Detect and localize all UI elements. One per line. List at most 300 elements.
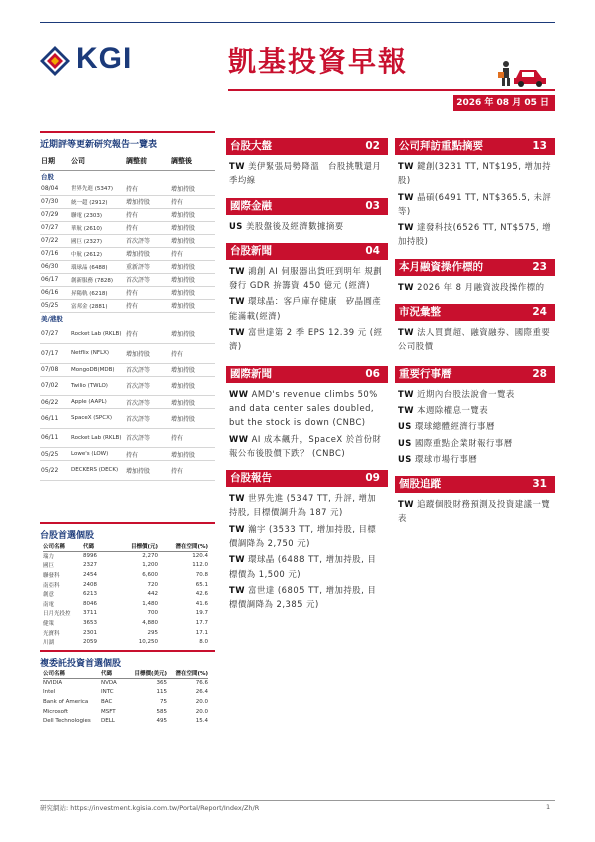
table-cell: 4,880 xyxy=(142,619,158,626)
news-item[interactable] xyxy=(229,294,385,323)
table-cell: DELL xyxy=(101,718,115,725)
section-title: 國際金融 xyxy=(230,199,272,212)
table-cell: 增加持股 xyxy=(170,299,215,312)
section-title: 台股報告 xyxy=(230,472,272,485)
table-cell: 2301 xyxy=(83,629,97,636)
car-icon xyxy=(498,58,550,88)
table-cell: 持有 xyxy=(170,247,215,260)
news-text: AI 成本飆升，SpaceX 於首份財報公布後股價下跌？ (CNBC) xyxy=(229,433,382,458)
section-title: 本月融資操作標的 xyxy=(399,260,483,273)
research-website-link[interactable]: 研究網站: https://investment.kgisia.com.tw/Portal/Report/Index/Zh/R xyxy=(40,804,260,812)
table-cell: 2,270 xyxy=(142,553,158,560)
table-cell: Lowe's (LOW) xyxy=(70,448,125,461)
section-title: 個股追蹤 xyxy=(399,478,441,491)
table-cell: 41.6 xyxy=(195,600,208,607)
table-cell: 南亞科 xyxy=(43,582,60,589)
table-cell: Rocket Lab (RKLB) xyxy=(70,428,125,448)
table-cell: MSFT xyxy=(101,708,116,715)
table-cell: 17.1 xyxy=(195,629,208,636)
market-tag: TW xyxy=(398,327,414,338)
market-tag: TW xyxy=(229,554,245,565)
section-page: 06 xyxy=(365,367,380,380)
news-item[interactable] xyxy=(398,497,552,526)
table-cell: 07/29 xyxy=(40,208,70,221)
table-cell: 增加持股 xyxy=(170,409,215,429)
table-cell: 首次評等 xyxy=(125,396,170,409)
news-item[interactable] xyxy=(398,419,552,433)
news-section xyxy=(226,198,388,233)
table-row xyxy=(40,195,215,208)
table-cell: 20.0 xyxy=(195,708,208,715)
table-cell: 17.7 xyxy=(195,619,208,626)
tw-picks-table xyxy=(43,541,208,647)
market-tag: TW xyxy=(398,499,414,510)
table-row xyxy=(40,409,215,429)
col-header: 公司名稱 xyxy=(43,668,101,678)
table-cell: 日月光投控 xyxy=(43,611,71,618)
table-cell: 增加持股 xyxy=(170,234,215,247)
market-tag: TW xyxy=(229,327,245,338)
news-text: 環球總體經濟行事曆 xyxy=(415,421,495,432)
table-cell: NVDA xyxy=(101,680,117,687)
news-text: 本週除權息一覽表 xyxy=(417,404,489,415)
market-tag: TW xyxy=(398,161,414,171)
table-cell: 增加持股 xyxy=(170,376,215,396)
col-header: 目標價(美元) xyxy=(129,668,167,678)
table-cell: 首次評等 xyxy=(125,409,170,429)
table-cell: 增加持股 xyxy=(170,286,215,299)
section-items xyxy=(395,276,555,294)
table-cell: 健策 xyxy=(43,620,55,627)
news-text: 法人買賣超、融資融券、國際重要公司股價 xyxy=(398,327,551,352)
news-text: 環球晶：客戶庫存健康 矽晶圓產能滿載(經濟) xyxy=(229,296,382,321)
news-text: 富世達 (6805 TT, 增加持股, 目標價調降為 2,385 元) xyxy=(229,584,377,610)
col-header: 調整後 xyxy=(170,152,215,170)
table-cell: 創意 xyxy=(43,592,55,599)
news-text: AMD's revenue climbs 50% and data center sales doubled, but the stock is down (CNBC) xyxy=(229,388,378,428)
table-cell: 76.6 xyxy=(195,680,208,687)
table-cell: 南電 xyxy=(43,601,55,608)
section-items xyxy=(226,487,388,611)
table-cell: 增加持股 xyxy=(170,221,215,234)
table-cell: Twilio (TWLO) xyxy=(70,376,125,396)
kgi-logo-icon xyxy=(40,46,70,76)
table-row xyxy=(43,678,208,688)
market-tag: US xyxy=(398,421,412,432)
table-cell: 112.0 xyxy=(192,562,208,569)
table-cell: 2059 xyxy=(83,639,97,646)
table-row xyxy=(43,618,208,628)
table-row xyxy=(40,324,215,344)
table-row xyxy=(40,461,215,481)
table-cell: Microsoft xyxy=(43,708,69,715)
table-cell: 持有 xyxy=(125,208,170,221)
table-cell: 持有 xyxy=(170,428,215,448)
market-tag: WW xyxy=(229,433,249,444)
news-section xyxy=(395,259,555,294)
table-cell: 295 xyxy=(147,629,158,636)
news-item[interactable] xyxy=(229,159,385,188)
section-items xyxy=(395,383,555,466)
table-row xyxy=(40,428,215,448)
sub-picks-table xyxy=(43,668,208,726)
table-cell: 增加持股 xyxy=(125,195,170,208)
table-group-row xyxy=(40,312,215,324)
table-cell: 06/11 xyxy=(40,409,70,429)
sub-picks-title: 複委託投資首選個股 xyxy=(40,659,122,669)
table-cell: 持有 xyxy=(125,286,170,299)
section-title: 台股新聞 xyxy=(230,244,272,257)
table-cell: 持有 xyxy=(125,221,170,234)
section-page: 13 xyxy=(532,140,547,152)
section-header[interactable] xyxy=(226,243,388,260)
section-header[interactable] xyxy=(395,138,555,155)
table-row xyxy=(43,580,208,590)
table-cell: Intel xyxy=(43,689,56,696)
col-header: 潛在空間(%) xyxy=(167,668,208,678)
market-tag: TW xyxy=(229,296,245,307)
table-cell: 8996 xyxy=(83,553,97,560)
news-text: 追蹤個股財務預測及投資建議一覽表 xyxy=(398,499,551,524)
table-cell: 19.7 xyxy=(195,610,208,617)
table-row xyxy=(40,260,215,273)
table-cell: 重新評等 xyxy=(125,260,170,273)
table-cell: 06/22 xyxy=(40,396,70,409)
table-cell: 8046 xyxy=(83,600,97,607)
table-cell: 42.6 xyxy=(195,591,208,598)
col-header: 公司 xyxy=(70,152,125,170)
news-section xyxy=(395,476,555,526)
table-row xyxy=(40,299,215,312)
table-row xyxy=(43,551,208,561)
news-section xyxy=(226,138,388,188)
table-cell: 增加持股 xyxy=(125,344,170,364)
news-section xyxy=(395,138,555,249)
table-cell: 10,250 xyxy=(138,639,158,646)
table-cell: 首次評等 xyxy=(125,363,170,376)
market-tag: WW xyxy=(229,388,249,399)
table-cell: 05/25 xyxy=(40,448,70,461)
table-cell: Netflix (NFLX) xyxy=(70,344,125,364)
section-header[interactable] xyxy=(395,304,555,321)
col-header: 調整前 xyxy=(125,152,170,170)
section-page: 31 xyxy=(532,478,547,491)
news-text: 環球市場行事曆 xyxy=(415,453,478,464)
market-tag: TW xyxy=(398,281,414,292)
right-news-column xyxy=(395,138,555,534)
table-cell: 首次評等 xyxy=(125,376,170,396)
news-text: 世界先進 (5347 TT, 升評, 增加持股, 目標價調升為 187 元) xyxy=(229,493,377,518)
table-cell: 聯發科 xyxy=(43,572,60,579)
table-row xyxy=(43,609,208,619)
title-rule xyxy=(228,89,555,91)
market-tag: TW xyxy=(229,161,245,171)
table-cell: 442 xyxy=(147,591,158,598)
table-row xyxy=(43,697,208,707)
table-cell: 國巨 (2327) xyxy=(70,234,125,247)
news-item[interactable] xyxy=(229,264,385,293)
news-item[interactable] xyxy=(398,220,552,249)
table-row xyxy=(43,599,208,609)
table-cell: 首次評等 xyxy=(125,234,170,247)
section-title: 公司拜訪重點摘要 xyxy=(399,140,483,152)
table-cell: 75 xyxy=(160,698,167,705)
market-tag: US xyxy=(398,453,412,464)
table-cell: 07/22 xyxy=(40,234,70,247)
table-cell: 華航 (2610) xyxy=(70,221,125,234)
table-cell: Bank of America xyxy=(43,698,89,705)
news-item[interactable] xyxy=(398,325,552,354)
table-cell: 增加持股 xyxy=(170,396,215,409)
news-item[interactable] xyxy=(229,387,385,430)
col-header: 代碼 xyxy=(83,541,113,551)
table-row xyxy=(40,221,215,234)
table-cell: 國巨 xyxy=(43,563,55,570)
rating-table xyxy=(40,152,215,481)
rating-table-title: 近期評等更新研究報告一覽表 xyxy=(40,140,158,150)
table-cell: SpaceX (SPCX) xyxy=(70,409,125,429)
table-cell: 05/25 xyxy=(40,299,70,312)
col-header: 潛在空間(%) xyxy=(158,541,208,551)
news-section xyxy=(395,304,555,354)
table-cell: 聯電 (2303) xyxy=(70,208,125,221)
table-cell: 720 xyxy=(147,581,158,588)
news-item[interactable] xyxy=(229,491,385,520)
table-cell: 持有 xyxy=(170,344,215,364)
table-cell: 富邦金 (2881) xyxy=(70,299,125,312)
news-section xyxy=(226,366,388,460)
table-cell: 2454 xyxy=(83,571,97,578)
market-tag: TW xyxy=(398,404,414,415)
section-header[interactable] xyxy=(395,476,555,493)
table-cell: 20.0 xyxy=(195,698,208,705)
table-group-row xyxy=(40,170,215,182)
table-cell: 07/02 xyxy=(40,376,70,396)
news-text: 瀚宇 (3533 TT, 增加持股, 目標價調降為 2,750 元) xyxy=(229,523,377,549)
table-row xyxy=(43,637,208,647)
table-cell: 08/04 xyxy=(40,182,70,195)
table-cell: 6,600 xyxy=(142,571,158,578)
section-header[interactable] xyxy=(395,366,555,383)
footer-rule xyxy=(40,800,555,801)
table-cell: 06/30 xyxy=(40,260,70,273)
table-cell: Apple (AAPL) xyxy=(70,396,125,409)
table-cell: 首次評等 xyxy=(125,428,170,448)
section-title: 國際新聞 xyxy=(230,367,272,380)
table-cell: 06/11 xyxy=(40,428,70,448)
table-row xyxy=(43,707,208,717)
table-cell: 700 xyxy=(147,610,158,617)
table-cell: 3711 xyxy=(83,610,97,617)
table-cell: 持有 xyxy=(170,461,215,481)
table-cell: 增加持股 xyxy=(170,182,215,195)
section-page: 03 xyxy=(365,199,380,212)
table-row xyxy=(40,396,215,409)
table-cell: 07/16 xyxy=(40,247,70,260)
news-text: 環球晶 (6488 TT, 增加持股, 目標價為 1,500 元) xyxy=(229,554,377,579)
table-cell: 06/16 xyxy=(40,286,70,299)
table-row xyxy=(40,208,215,221)
section-title: 市況彙整 xyxy=(399,306,441,319)
news-section xyxy=(226,470,388,611)
table-cell: 統一超 (2912) xyxy=(70,195,125,208)
col-header: 代碼 xyxy=(101,668,129,678)
table-row xyxy=(43,589,208,599)
top-rule xyxy=(40,22,555,23)
table-cell: 增加持股 xyxy=(125,247,170,260)
table-cell: 持有 xyxy=(170,195,215,208)
news-section xyxy=(226,243,388,354)
table-cell: 07/08 xyxy=(40,363,70,376)
news-text: 美股盤後及經濟數據摘要 xyxy=(246,220,344,231)
table-cell: 1,200 xyxy=(142,562,158,569)
news-item[interactable] xyxy=(229,219,385,233)
table-row xyxy=(40,182,215,195)
news-text: 2026 年 8 月融資波段操作標的 xyxy=(417,281,545,292)
table-cell: 2408 xyxy=(83,581,97,588)
news-item[interactable] xyxy=(229,583,385,612)
news-text: 近期內台股法說會一覽表 xyxy=(417,388,515,399)
table-cell: 世界先進 (5347) xyxy=(70,182,125,195)
section-items xyxy=(226,215,388,233)
col-header: 日期 xyxy=(40,152,70,170)
news-text: 富世達第 2 季 EPS 12.39 元 (經濟) xyxy=(229,327,383,352)
news-item[interactable] xyxy=(398,159,552,188)
table-cell: NVIDIA xyxy=(43,680,63,687)
table-row xyxy=(43,716,208,726)
group-label: 台股 xyxy=(41,172,54,181)
news-text: 鴻創 AI 伺服器出貨旺到明年 規劃發行 GDR 拚籌資 450 億元 (經濟) xyxy=(229,265,383,291)
table-cell: BAC xyxy=(101,698,113,705)
table-cell: 川湖 xyxy=(43,640,55,647)
section-page: 02 xyxy=(365,140,380,152)
section-items xyxy=(395,155,555,249)
news-text: 達發科技(6526 TT, NT$575, 增加持股) xyxy=(398,222,552,247)
table-cell: Dell Technologies xyxy=(43,718,91,725)
table-cell: 120.4 xyxy=(192,553,208,560)
news-item[interactable] xyxy=(398,387,552,401)
section-header[interactable] xyxy=(395,259,555,276)
col-header: 公司名稱 xyxy=(43,541,83,551)
table-cell: 05/22 xyxy=(40,461,70,481)
section-page: 09 xyxy=(365,472,380,485)
table-cell: 增加持股 xyxy=(170,273,215,286)
table-cell: 115 xyxy=(156,689,167,696)
section-items xyxy=(226,155,388,188)
table-cell: Rocket Lab (RKLB) xyxy=(70,324,125,344)
table-cell: 15.4 xyxy=(195,718,208,725)
news-item[interactable] xyxy=(398,403,552,417)
news-text: 晶碩(6491 TT, NT$365.5, 未評等) xyxy=(398,191,552,216)
market-tag: US xyxy=(229,220,243,231)
table-cell: 持有 xyxy=(125,324,170,344)
table-row xyxy=(40,273,215,286)
news-item[interactable] xyxy=(398,190,552,219)
news-item[interactable] xyxy=(229,325,385,354)
col-header: 目標價(元) xyxy=(113,541,158,551)
market-tag: TW xyxy=(398,191,414,202)
table-cell: 06/17 xyxy=(40,273,70,286)
table-cell: 07/27 xyxy=(40,221,70,234)
section-page: 28 xyxy=(532,367,547,380)
section-header[interactable] xyxy=(226,138,388,155)
table-cell: 增加持股 xyxy=(170,363,215,376)
section-header[interactable] xyxy=(226,198,388,215)
section-page: 04 xyxy=(365,244,380,257)
section-title: 台股大盤 xyxy=(230,140,272,152)
table-row xyxy=(40,448,215,461)
section-header[interactable] xyxy=(226,470,388,487)
table-row xyxy=(43,628,208,638)
table-cell: MongoDB(MDB) xyxy=(70,363,125,376)
table-cell: 495 xyxy=(156,718,167,725)
news-text: 鍵創(3231 TT, NT$195, 增加持股) xyxy=(398,161,552,186)
table-cell: 增加持股 xyxy=(170,448,215,461)
table-cell: 中航 (2612) xyxy=(70,247,125,260)
section-title: 重要行事曆 xyxy=(399,367,452,380)
market-tag: TW xyxy=(229,584,245,595)
news-text: 國際重點企業財報行事曆 xyxy=(415,437,513,448)
table-cell: 6213 xyxy=(83,591,97,598)
news-text: 美伊緊張局勢降溫 台股挑戰還月季均線 xyxy=(229,161,382,186)
table-cell: INTC xyxy=(101,689,114,696)
table-row xyxy=(40,234,215,247)
table-cell: 1,480 xyxy=(142,600,158,607)
market-tag: US xyxy=(398,437,412,448)
table-row xyxy=(43,561,208,571)
table-cell: 3653 xyxy=(83,619,97,626)
market-tag: TW xyxy=(229,523,245,534)
table-cell: 持有 xyxy=(125,448,170,461)
section-items xyxy=(395,493,555,526)
table-cell: DECKERS (DECK) xyxy=(70,461,125,481)
table-row xyxy=(40,247,215,260)
sub-picks-rule xyxy=(40,650,215,652)
table-row xyxy=(40,286,215,299)
news-item[interactable] xyxy=(398,436,552,450)
news-item[interactable] xyxy=(229,522,385,551)
news-item[interactable] xyxy=(398,280,552,294)
table-cell: 持有 xyxy=(125,299,170,312)
market-tag: TW xyxy=(398,222,414,233)
table-cell: 8.0 xyxy=(199,639,208,646)
table-cell: 環球晶 (6488) xyxy=(70,260,125,273)
news-item[interactable] xyxy=(398,452,552,466)
table-cell: 創新服務 (7828) xyxy=(70,273,125,286)
page-number: 1 xyxy=(546,803,551,811)
tw-picks-rule xyxy=(40,522,215,524)
table-cell: 07/17 xyxy=(40,344,70,364)
table-row xyxy=(43,688,208,698)
section-page: 24 xyxy=(532,306,547,319)
market-tag: TW xyxy=(229,493,245,504)
section-header[interactable] xyxy=(226,366,388,383)
market-tag: TW xyxy=(398,388,414,399)
group-label: 美/港股 xyxy=(41,314,63,323)
table-row xyxy=(43,570,208,580)
table-cell: 07/27 xyxy=(40,324,70,344)
news-item[interactable] xyxy=(229,552,385,581)
table-cell: 瑞力 xyxy=(43,554,55,561)
section-items xyxy=(395,321,555,354)
table-cell: 增加持股 xyxy=(170,324,215,344)
rating-table-rule xyxy=(40,131,215,133)
table-cell: 07/30 xyxy=(40,195,70,208)
page-title: 凱基投資早報 xyxy=(228,45,409,78)
news-item[interactable] xyxy=(229,432,385,461)
logo-text: KGI xyxy=(76,42,133,75)
table-cell: 增加持股 xyxy=(170,208,215,221)
